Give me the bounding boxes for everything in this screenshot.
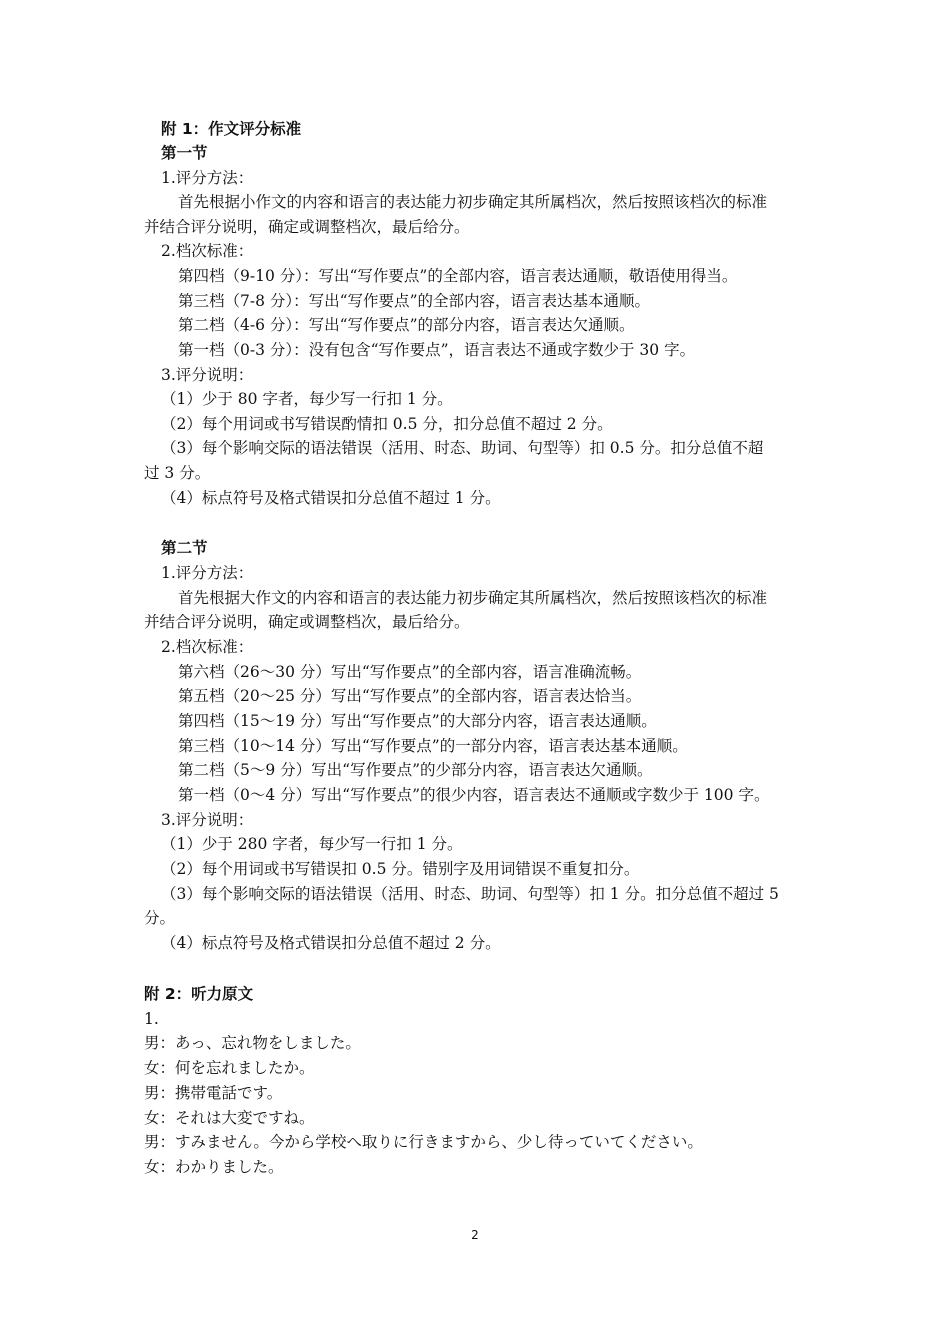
section1-notes-label: 3.评分说明： <box>161 366 254 384</box>
dialogue-line: 女：何を忘れましたか。 <box>144 1059 315 1077</box>
section1-method-label: 1.评分方法： <box>161 169 254 187</box>
section2-grade-item: 第二档（5～9 分）写出“写作要点”的少部分内容，语言表达欠通顺。 <box>178 761 653 779</box>
section1-grade-item: 第三档（7-8 分）：写出“写作要点”的全部内容，语言表达基本通顺。 <box>178 292 650 310</box>
section2-grade-item: 第四档（15～19 分）写出“写作要点”的大部分内容，语言表达通顺。 <box>178 712 657 730</box>
section1-note-item: 过 3 分。 <box>144 464 211 482</box>
page-number: 2 <box>471 1228 479 1242</box>
section2-note-item: （1）少于 280 字者，每少写一行扣 1 分。 <box>161 835 463 853</box>
section2-grade-item: 第六档（26～30 分）写出“写作要点”的全部内容，语言准确流畅。 <box>178 663 642 681</box>
dialogue-line: 女：それは大変ですね。 <box>144 1109 315 1127</box>
section1-grade-item: 第四档（9-10 分）：写出“写作要点”的全部内容，语言表达通顺，敬语使用得当。 <box>178 267 738 285</box>
section2-note-item: （2）每个用词或书写错误扣 0.5 分。错别字及用词错误不重复扣分。 <box>161 860 640 878</box>
dialogue-line: 男：携帯電話です。 <box>144 1084 283 1102</box>
dialogue-item-number: 1. <box>144 1010 159 1028</box>
section1-note-item: （2）每个用词或书写错误酌情扣 0.5 分，扣分总值不超过 2 分。 <box>161 415 613 433</box>
section1-grade-item: 第二档（4-6 分）：写出“写作要点”的部分内容，语言表达欠通顺。 <box>178 316 635 334</box>
dialogue-line: 男：あっ、忘れ物をしました。 <box>144 1034 361 1052</box>
section2-grade-item: 第一档（0～4 分）写出“写作要点”的很少内容，语言表达不通顺或字数少于 100 字。 <box>178 786 770 804</box>
section1-note-item: （1）少于 80 字者，每少写一行扣 1 分。 <box>161 390 453 408</box>
section2-notes-label: 3.评分说明： <box>161 811 254 829</box>
section1-note-item: （3）每个影响交际的语法错误（活用、时态、助词、句型等）扣 0.5 分。扣分总值不超 <box>161 439 764 457</box>
section1-note-item: （4）标点符号及格式错误扣分总值不超过 1 分。 <box>161 489 501 507</box>
dialogue-line: 女：わかりました。 <box>144 1158 284 1176</box>
section2-method-label: 1.评分方法： <box>161 564 254 582</box>
appendix2-title: 附 2：听力原文 <box>144 985 254 1003</box>
section1-method-line1: 首先根据小作文的内容和语言的表达能力初步确定其所属档次，然后按照该档次的标准 <box>178 193 768 211</box>
appendix1-title: 附 1：作文评分标准 <box>161 120 302 138</box>
section2-note-item: （3）每个影响交际的语法错误（活用、时态、助词、句型等）扣 1 分。扣分总值不超过 5 <box>161 885 779 903</box>
section1-method-line2: 并结合评分说明，确定或调整档次，最后给分。 <box>144 218 470 236</box>
section2-grade-label: 2.档次标准： <box>161 638 254 656</box>
section1-grade-item: 第一档（0-3 分）：没有包含“写作要点”，语言表达不通或字数少于 30 字。 <box>178 341 696 359</box>
section2-method-line2: 并结合评分说明，确定或调整档次，最后给分。 <box>144 613 470 631</box>
section2-heading: 第二节 <box>161 539 208 557</box>
section2-note-item: 分。 <box>144 909 176 927</box>
section1-heading: 第一节 <box>161 144 208 162</box>
section2-grade-item: 第五档（20～25 分）写出“写作要点”的全部内容，语言表达恰当。 <box>178 687 642 705</box>
dialogue-line: 男：すみません。今から学校へ取りに行きますから、少し待っていてください。 <box>144 1133 703 1151</box>
section1-grade-label: 2.档次标准： <box>161 242 254 260</box>
section2-note-item: （4）标点符号及格式错误扣分总值不超过 2 分。 <box>161 934 501 952</box>
section2-grade-item: 第三档（10～14 分）写出“写作要点”的一部分内容，语言表达基本通顺。 <box>178 737 688 755</box>
section2-method-line1: 首先根据大作文的内容和语言的表达能力初步确定其所属档次，然后按照该档次的标准 <box>178 589 768 607</box>
